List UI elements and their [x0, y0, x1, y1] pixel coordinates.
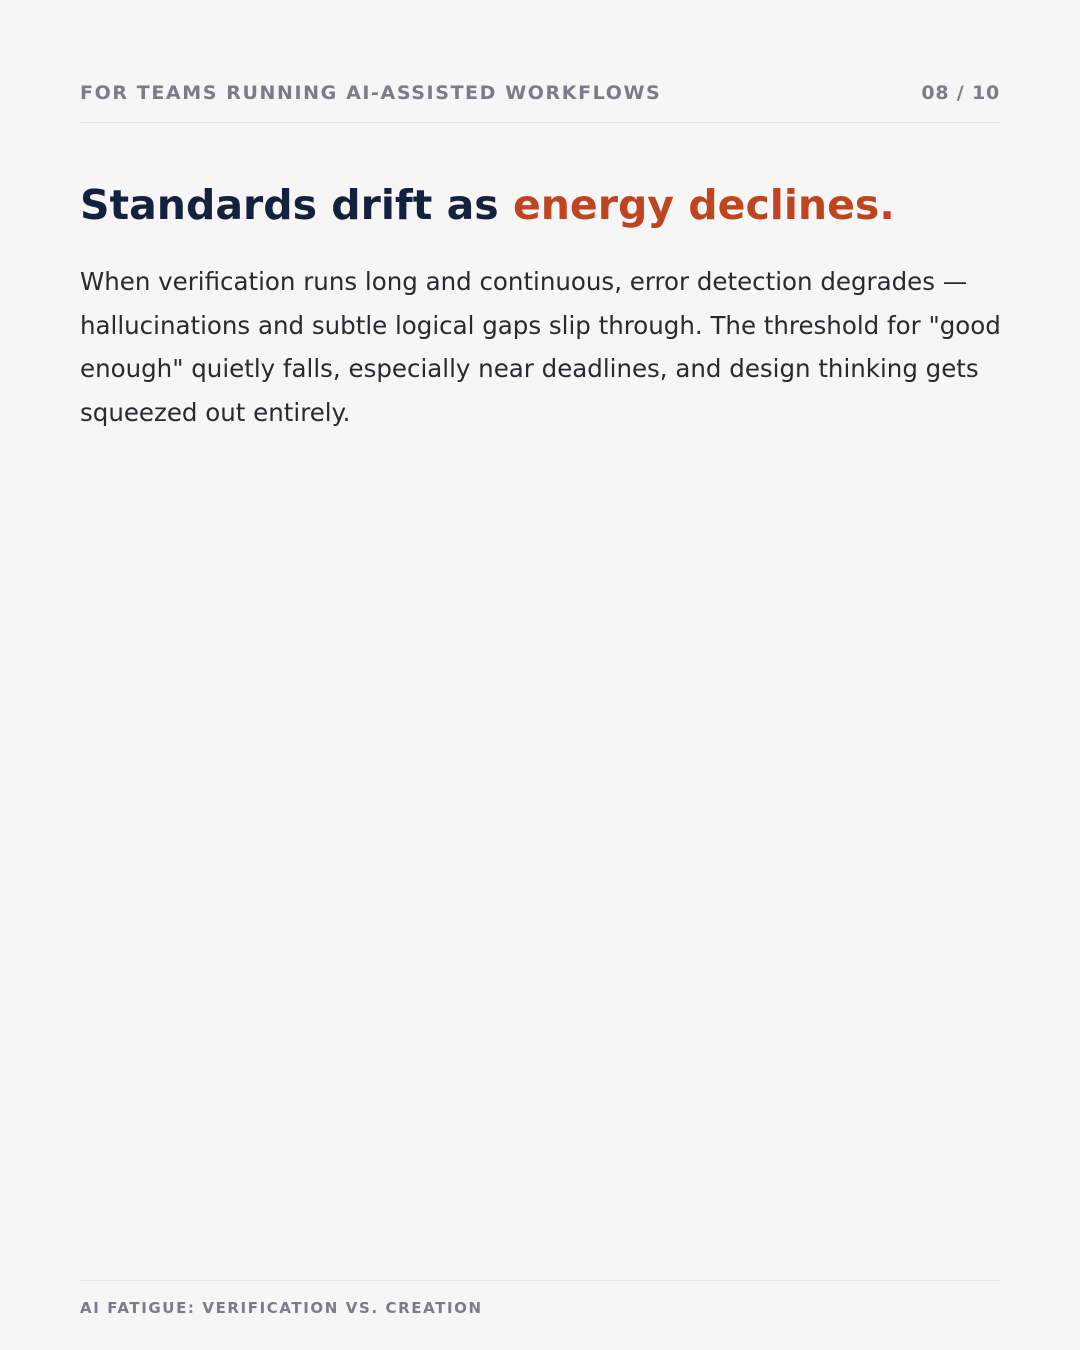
slide-footer [80, 1280, 1000, 1319]
page-indicator: 08 / 10 [921, 82, 1000, 104]
slide-header [80, 80, 1000, 123]
body-paragraph: When verification runs long and continuous, error detection degrades — hallucinations and subtle logical gaps slip through. The threshold for "good enough" quietly falls, especially near deadlines, and design thinking gets squeezed out entirely. [80, 267, 1001, 427]
series-title: AI FATIGUE: VERIFICATION VS. CREATION [80, 1299, 483, 1317]
title-accent: energy declines. [512, 181, 895, 229]
title-lead: Standards drift as [80, 181, 513, 229]
kicker-label: FOR TEAMS RUNNING AI-ASSISTED WORKFLOWS [80, 82, 662, 104]
slide-title [80, 176, 895, 234]
